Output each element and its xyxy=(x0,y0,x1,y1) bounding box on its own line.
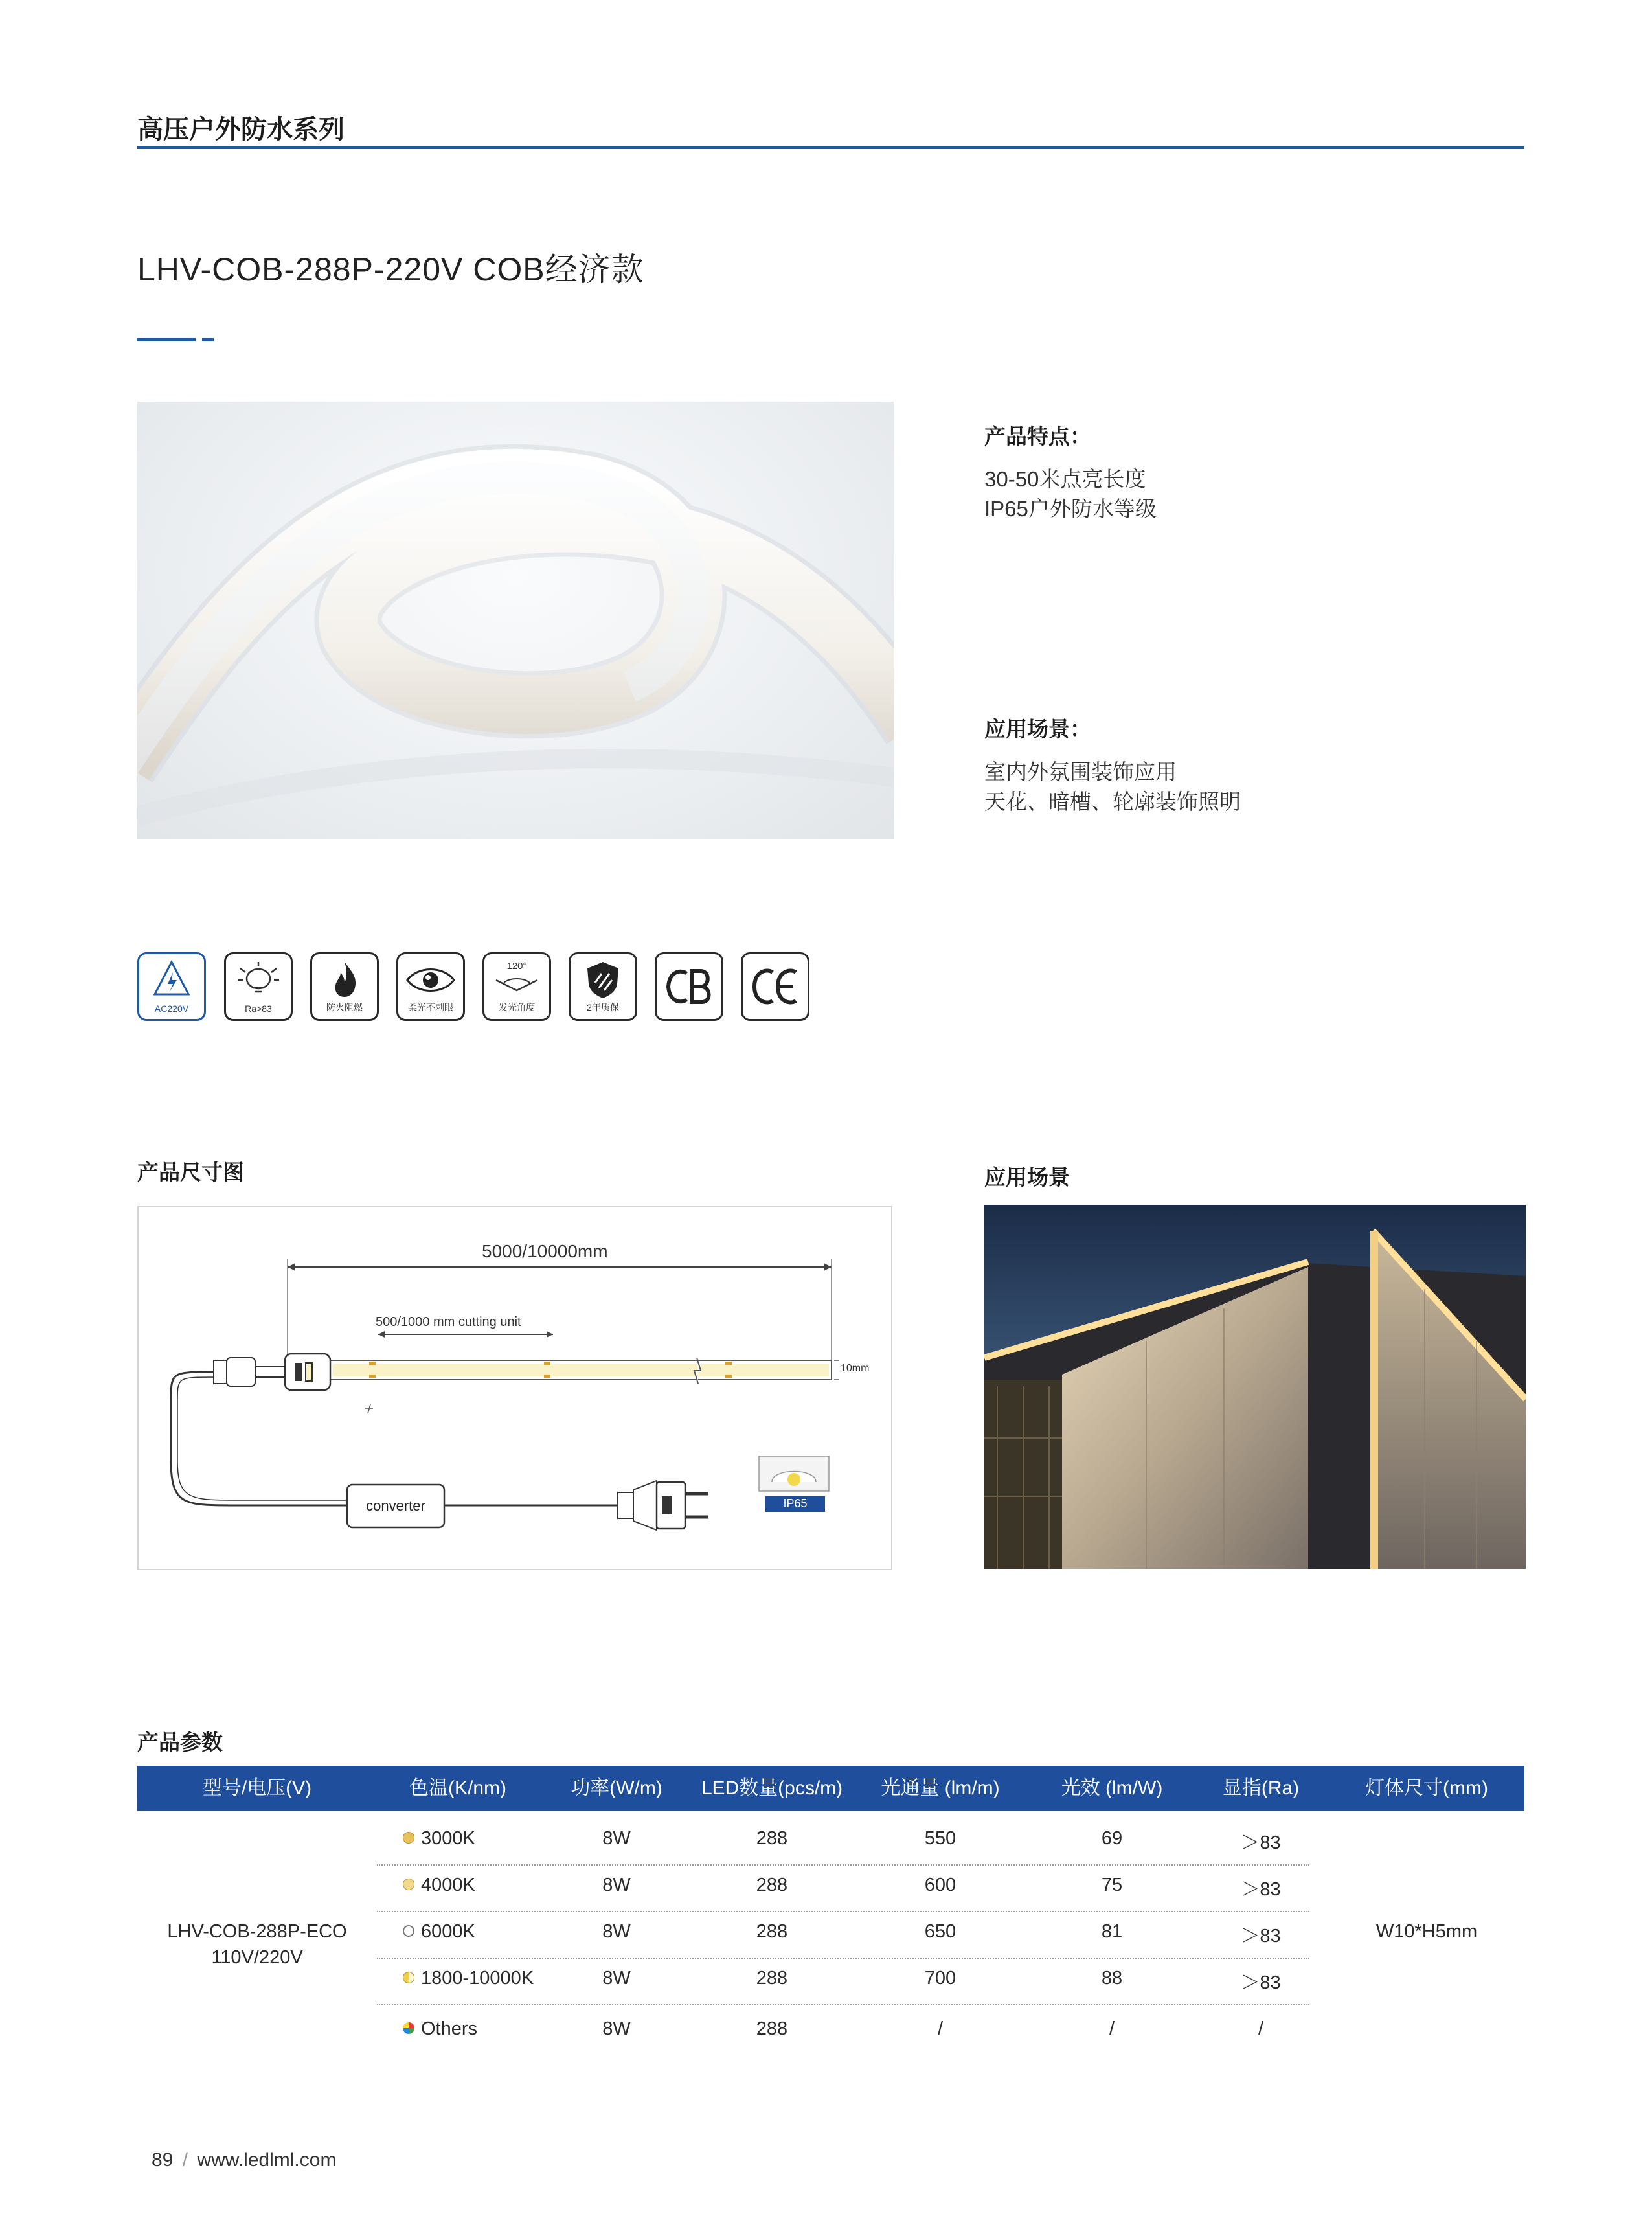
dimension-diagram xyxy=(137,1206,892,1570)
flux-cell: 650 xyxy=(924,1921,956,1942)
feature-line-1: 30-50米点亮长度 xyxy=(984,467,1146,491)
applications-heading: 应用场景： xyxy=(984,717,1091,741)
features-heading: 产品特点： xyxy=(984,424,1091,448)
product-title: LHV-COB-288P-220V COB经济款 xyxy=(137,251,644,288)
badge-caption: 发光角度 xyxy=(499,1002,535,1012)
col-power: 功率(W/m) xyxy=(571,1777,662,1799)
led-cell: 288 xyxy=(756,2018,788,2039)
application-scene-image xyxy=(984,1205,1526,1569)
col-flux: 光通量 (lm/m) xyxy=(881,1777,1000,1799)
led-cell: 288 xyxy=(756,1921,788,1942)
led-cell: 288 xyxy=(756,1875,788,1895)
row-divider xyxy=(377,1911,1309,1912)
voltage-cell: 110V/220V xyxy=(211,1947,303,1968)
badge-caption: 柔光不刺眼 xyxy=(408,1002,453,1012)
ra-cell: ＞83 xyxy=(1241,1833,1281,1853)
col-size: 灯体尺寸(mm) xyxy=(1365,1777,1488,1799)
led-cell: 288 xyxy=(756,1968,788,1989)
badge-ra xyxy=(224,952,293,1021)
badge-soft-light xyxy=(396,952,465,1021)
color-dot-icon xyxy=(403,1925,414,1937)
color-dot-icon xyxy=(403,1972,414,1983)
badge-ce xyxy=(741,952,809,1021)
size-cell: W10*H5mm xyxy=(1375,1921,1478,1942)
height-label: 10mm xyxy=(841,1363,870,1374)
params-heading: 产品参数 xyxy=(137,1730,223,1754)
beam-angle-value: 120° xyxy=(506,961,527,972)
application-line-2: 天花、暗槽、轮廓装饰照明 xyxy=(984,790,1241,814)
power-cell: 8W xyxy=(602,1921,631,1942)
power-cell: 8W xyxy=(602,1968,631,1989)
flux-cell: 550 xyxy=(924,1828,956,1849)
ce-mark-icon xyxy=(743,954,808,1019)
efficacy-cell: / xyxy=(1109,2018,1115,2039)
power-cell: 8W xyxy=(602,1828,631,1849)
efficacy-cell: 75 xyxy=(1101,1875,1123,1895)
led-cell: 288 xyxy=(756,1828,788,1849)
badge-warranty xyxy=(569,952,637,1021)
color-dot-icon xyxy=(403,1832,414,1844)
efficacy-cell: 69 xyxy=(1101,1828,1123,1849)
page-number: 89 xyxy=(152,2149,174,2171)
dimension-heading: 产品尺寸图 xyxy=(137,1160,244,1184)
scene-heading: 应用场景 xyxy=(984,1165,1070,1189)
ip-rating-label: IP65 xyxy=(783,1497,808,1510)
row-divider xyxy=(377,2004,1309,2005)
col-efficacy: 光效 (lm/W) xyxy=(1061,1777,1163,1799)
ra-cell: ＞83 xyxy=(1241,1926,1281,1947)
col-model: 型号/电压(V) xyxy=(202,1777,312,1799)
footer-separator: / xyxy=(182,2149,188,2171)
col-ra: 显指(Ra) xyxy=(1222,1777,1300,1799)
title-accent xyxy=(137,338,196,341)
row-divider xyxy=(377,1864,1309,1866)
row-divider xyxy=(377,1958,1309,1959)
application-line-1: 室内外氛围装饰应用 xyxy=(984,760,1177,784)
cct-cell: 3000K xyxy=(421,1828,475,1849)
efficacy-cell: 81 xyxy=(1101,1921,1123,1942)
model-cell: LHV-COB-288P-ECO xyxy=(167,1921,347,1942)
cct-cell: Others xyxy=(421,2018,478,2039)
badge-caption: 2年质保 xyxy=(587,1002,619,1012)
title-accent-dash xyxy=(202,338,214,341)
ra-cell: ＞83 xyxy=(1241,1879,1281,1900)
cutting-unit-label: 500/1000 mm cutting unit xyxy=(376,1315,521,1329)
cct-cell: 4000K xyxy=(421,1875,475,1895)
converter-label: converter xyxy=(366,1498,425,1514)
product-hero-image xyxy=(137,402,894,839)
efficacy-cell: 88 xyxy=(1101,1968,1123,1989)
badge-caption: AC220V xyxy=(154,1003,189,1014)
cct-cell: 1800-10000K xyxy=(421,1968,534,1989)
col-led-count: LED数量(pcs/m) xyxy=(701,1777,843,1799)
badge-ac220v xyxy=(137,952,206,1021)
col-cct: 色温(K/nm) xyxy=(409,1777,506,1799)
badge-caption: 防火阻燃 xyxy=(326,1002,363,1012)
series-title: 高压户外防水系列 xyxy=(137,115,345,144)
badge-cb xyxy=(655,952,723,1021)
params-table-header xyxy=(137,1766,1524,1811)
total-length-label: 5000/10000mm xyxy=(482,1241,608,1261)
power-cell: 8W xyxy=(602,1875,631,1895)
cb-mark-icon xyxy=(657,954,721,1019)
ra-cell: ＞83 xyxy=(1241,1972,1281,1993)
flux-cell: 600 xyxy=(924,1875,956,1895)
badge-caption: Ra>83 xyxy=(245,1003,272,1014)
feature-line-2: IP65户外防水等级 xyxy=(984,497,1157,521)
ra-cell: / xyxy=(1258,2018,1264,2039)
page-footer xyxy=(152,2149,336,2171)
website-link[interactable]: www.ledlml.com xyxy=(197,2149,337,2171)
rgb-dot-icon xyxy=(403,2022,414,2034)
power-cell: 8W xyxy=(602,2018,631,2039)
badge-beam-angle xyxy=(482,952,551,1021)
badge-fire-retardant xyxy=(310,952,379,1021)
color-dot-icon xyxy=(403,1879,414,1890)
flux-cell: 700 xyxy=(924,1968,956,1989)
header-rule xyxy=(137,146,1524,149)
cct-cell: 6000K xyxy=(421,1921,475,1942)
flux-cell: / xyxy=(937,2018,944,2039)
